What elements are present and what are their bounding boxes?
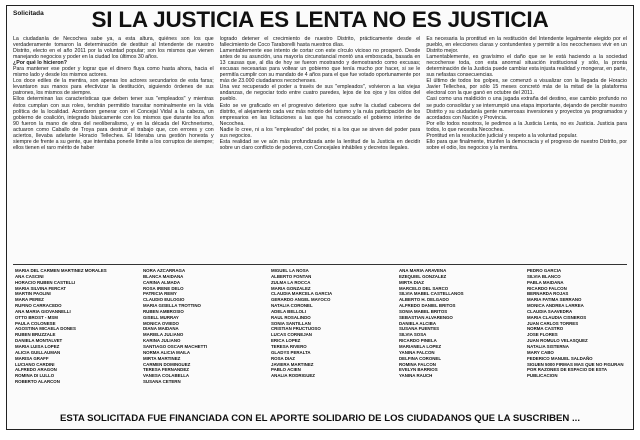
signatories-list: [15, 268, 625, 408]
article-column-1: [13, 36, 214, 254]
signatory-name: LUCAS CORNEJAN: [271, 332, 312, 338]
signatory-name: PABLO ACIEN: [271, 367, 301, 373]
signatory-column-5: [527, 268, 625, 408]
signatory-name: ALICIA GUILLAUMAN: [15, 349, 61, 355]
signatory-column-1: [15, 268, 113, 408]
article-paragraph: Ellos determinan las características que deben tener sus "empleados" y mientras éstos cumplan con sus roles, tendrán permitido transitar nominalmente en la vida política de la localidad. Acordaron generar con el Concejal Vidal a la cabeza, un gobierno de coalición, integrado básicamente con los mismos que durante los años 90 fueron la mano de obra del neoliberalismo, y en la década del Kirchnerismo, actuaron como Caballo de Troya para destruir el trabajo que, con errores y con aciertos, llevaba adelante Horacio Tellechea. Él lideraba una gestión honesta y siempre de frente a su gente, que intentaba ponerle límite a los corruptos de siempre; ellos tienen el raro mérito de haber: [13, 96, 214, 151]
signatory-name: NATALIA SISTERNA: [527, 343, 569, 349]
signatory-name: GLADYS PERALTA: [271, 349, 311, 355]
signatory-name: JOSE FLORES: [527, 332, 558, 338]
signatory-name: CLAUDIA MARCELA GARCIA: [271, 291, 333, 297]
signatory-name: MARIELA JULIANO: [143, 332, 184, 338]
signatory-name: ADELA BELLOLI: [271, 308, 306, 314]
signatory-name: MARIA SILVINA FERCAT: [15, 285, 66, 291]
article-paragraph: Ello para que finalmente, triunfen la democracia y el progreso de nuestro Distrito, por sobre el odio, los negocios y la mentira.: [426, 138, 628, 151]
signatory-name: SILVIA MABEL CASTELLANOS: [399, 291, 464, 297]
article-column-3: [426, 36, 627, 254]
signatory-name: ROBERTO ALARCON: [15, 379, 60, 385]
article-paragraph: logrado detener el crecimiento de nuestro Distrito, prácticamente desde el fallecimiento de Coco Taraborelli hasta nuestros días.: [219, 36, 421, 49]
signatory-name: SANTIAGO OSCAR MACHETTI: [143, 343, 208, 349]
signatory-name: CARINA ALMADA: [143, 279, 180, 285]
signatory-name: MARY CABO: [527, 349, 554, 355]
signatory-name: DELFINA CORONEL: [399, 355, 442, 361]
signatory-name: CARMEN DOMINGUEZ: [143, 361, 191, 367]
signatory-name: JUAN ROMULO VELASQUEZ: [527, 338, 588, 344]
signatory-name: NATALIA CORONEL: [271, 303, 313, 309]
article-paragraph: Lamentablemente, es gravísimo el daño que se le está haciendo a la sociedad necochense toda, con esta anormal situación institucional y sólo, la pronta determinación de la Justicia puede cambiar esta injusta realidad y mongerar, en parte, sus nefastas consecuencias.: [426, 54, 628, 79]
signatory-name: EZEQUIEL GONZALEZ: [399, 273, 447, 279]
signatory-name: SUSANA FUENTES: [399, 326, 440, 332]
signatory-name: AGOSTINA MICAELA DONES: [15, 326, 76, 332]
signatory-name: ANA MARIA GIOVANNELLI: [15, 308, 71, 314]
article-paragraph: Lamentablemente ese intento de cortar con este círculo vicioso no prosperó. Desde antes de su asunción, una mayoría circunstancial montó una emboscada, basada en 13 causas que, al día de hoy se fueron mostrando y demostrando como excusas; excusas necesarias para voltear un gobierno que tenía mucho por hacer, si se le permitía cumplir con su mandato de 4 años para el que fue votado oportunamente por más de 23.000 ciudadanos necochenses.: [219, 48, 421, 85]
signatory-name: ANALIA RODRIGUEZ: [271, 373, 315, 379]
signatory-name: HORACIO RUBEN CASTELLI: [15, 279, 76, 285]
signatory-name: DANIELA ALCIBA: [399, 320, 436, 326]
signatory-name: MONICA ANDREA LARREA: [527, 303, 584, 309]
signatory-name: CRISTIAN FRUCTUOSO: [271, 326, 321, 332]
signatory-name: ALFREDO DANIEL BRITOS: [399, 303, 456, 309]
signatory-name: [271, 379, 369, 385]
signatory-name: RUBEN BRUZZALE: [15, 332, 56, 338]
signatory-name: MIRTA MARTINEZ: [143, 355, 181, 361]
signatory-name: SILVIA BLANCO: [527, 273, 561, 279]
article-paragraph: Prontitud en la resolución judicial y respeto a la voluntad popular.: [426, 132, 578, 139]
signatory-name: NORMA ALICIA MAILA: [143, 349, 191, 355]
footer-note: ESTA SOLICITADA FUE FINANCIADA CON EL APORTE SOLIDARIO DE LOS CIUDADANOS QUE LA SUSCRIBEN ...: [59, 413, 581, 424]
signatory-name: NORA AZCARRAGA: [143, 268, 186, 273]
signatory-name: SILVIA SOSA: [399, 332, 427, 338]
article-paragraph: Esto se ve graficado en el progresivo deterioro que sufre la ciudad cabecera del distrito, el alejamiento cada vez más notorio del turismo y la nula participación de los empresarios en las licitaciones a las que ha convocado el gobierno interino de Necochea.: [219, 102, 421, 127]
signatory-name: JUAN CARLOS TORRES: [527, 320, 579, 326]
signatory-name: FEDERICO MANUEL SALDAÑO: [527, 355, 593, 361]
article-paragraph: Los doce ediles de la mentira, son apenas los actores secundarios de esta farsa; levantaron sus manos para efectivizar la destitución, siguiendo órdenes de sus patrones, los mismos de siempre.: [13, 78, 214, 97]
signatory-name: [527, 379, 625, 385]
signatory-name: ROMINA DI LULLO: [15, 373, 55, 379]
signatory-name: OTTO BROST - MSM: [15, 314, 58, 320]
signatory-name: MONICA OVIEDO: [143, 320, 179, 326]
signatory-name: SIGUEN 5000 FIRMAS MAS QUE NO FIGURAN: [527, 361, 624, 367]
signatory-name: ANA MARIA ARAVENA: [399, 268, 447, 273]
signatory-name: MARISA GRAFF: [15, 355, 49, 361]
signatory-name: MARIA FATIMA SERRANO: [527, 297, 582, 303]
signatory-name: LUCIANO CARDINI: [15, 361, 55, 367]
article-body: [13, 36, 627, 254]
signatory-name: SONIA SANTILLAN: [271, 320, 311, 326]
signatory-name: MARIA GONZALEZ: [271, 285, 311, 291]
signatory-name: ROMINA FALCON: [399, 361, 436, 367]
article-paragraph: El último de todos los golpes, se comenzó a visualizar con la llegada de Horacio Javier Tellechea, por sólo 15 meses concretó más de la mitad de la plataforma electoral con la que ganó en octubre del 2011.: [426, 78, 628, 97]
signatory-name: PATRICIA REMY: [143, 291, 177, 297]
signatory-name: SONIA MABEL BRITOS: [399, 308, 448, 314]
signatory-column-3: [271, 268, 369, 408]
signatory-name: MIRTA DIAZ: [399, 279, 424, 285]
signatory-name: MARA PEREZ: [15, 297, 44, 303]
signatory-name: MIGUEL LA NOSA: [271, 268, 309, 273]
signatory-column-2: [143, 268, 241, 408]
signatory-name: PUBLICACION: [527, 373, 558, 379]
signatory-name: MARIA CLAUDIA CISNEROS: [527, 314, 587, 320]
signatory-name: PAULA COLONESE: [15, 320, 56, 326]
signatory-name: MARTIN PAOLINI: [15, 291, 51, 297]
signatory-name: ROSA DIAZ: [271, 355, 295, 361]
article-paragraph: Para mantener ese poder y lograr que el dinero fluya como hasta ahora, hacia el mismo lado y desde los mismos actores.: [13, 66, 214, 79]
signatory-name: ANA CASCINI: [15, 273, 44, 279]
signatory-name: BLANCA MAIDANA: [143, 273, 184, 279]
signatory-name: JAVIERA MARTINEZ: [271, 361, 314, 367]
signatory-name: SEBASTIAN ALVARENGO: [399, 314, 453, 320]
signatory-name: MARIA LUISA LOPEZ: [15, 343, 60, 349]
signatory-name: ALBERTO FONTAN: [271, 273, 312, 279]
signatory-column-4: [399, 268, 497, 408]
signatory-name: PEDRO GARCIA: [527, 268, 562, 273]
signatory-name: TERESA RIVERO: [271, 343, 307, 349]
signatory-name: POR RAZONES DE ESPACIO DE ESTA: [527, 367, 608, 373]
signatory-name: YANINA FALCON: [399, 349, 435, 355]
signatory-name: SUSANA CETERN: [143, 379, 181, 385]
signatory-name: GERARDO ANGEL MAYOCO: [271, 297, 331, 303]
signatory-name: EVELYN BARRIOS: [399, 367, 438, 373]
signatory-name: RUFINO CARRACEDO: [15, 303, 62, 309]
divider: [13, 264, 627, 265]
signatory-name: MARIANELA LOPEZ: [399, 343, 442, 349]
signatory-name: CLAUDIO EULOGIO: [143, 297, 185, 303]
signatory-name: VANESA COLABELLA: [143, 373, 190, 379]
section-tag: Solicitada: [13, 10, 44, 17]
signatory-name: ERICA LOPEZ: [271, 338, 301, 344]
article-paragraph: Por ello todos nosotros, le pedimos a la Justicia Lenta, no es Justicia. Justicia para todos, lo que necesita Necochea.: [426, 120, 628, 133]
signatory-name: RAUL ROSALINDO: [271, 314, 311, 320]
signatory-name: TERESA FERNANDEZ: [143, 367, 189, 373]
signatory-name: ZULMA LA ROCCA: [271, 279, 311, 285]
signatory-name: BERNARDA ROJAS: [527, 291, 569, 297]
signatory-name: [399, 379, 497, 385]
signatory-name: KARINA JULIANO: [143, 338, 181, 344]
signatory-name: MARCELO DEL SARCO: [399, 285, 449, 291]
signatory-name: RUBEN AMBROSIO: [143, 308, 184, 314]
signatory-name: DANIELA MONTALVET: [15, 338, 63, 344]
signatory-name: DIANA MAIDANA: [143, 326, 179, 332]
signatory-name: ROSA IRENE DELO: [143, 285, 184, 291]
article-paragraph: La ciudadanía de Necochea sabe ya, a esta altura, quiénes son los que verdaderamente tomaron la determinación de destituir al Intendente de nuestro Distrito, electo en el año 2011 por la voluntad popular; son los mismos que vienen manejando negocios y poder en la ciudad los últimos 30 años.: [13, 36, 214, 61]
article-paragraph: ¿Por qué lo hicieron?: [13, 60, 67, 67]
signatory-name: CLAUDIA SAAVEDRA: [527, 308, 573, 314]
signatory-name: ALBERTO H. DELGADO: [399, 297, 449, 303]
article-paragraph: Una vez recuperado el poder a través de sus "empleados", volvieron a las viejas andanzas, de negociar todo entre cuatro paredes, lejos de los ojos y los oídos del pueblo.: [219, 84, 421, 103]
signatory-name: RICARDO FALCON: [527, 285, 567, 291]
signatory-name: RICARDO PINELA: [399, 338, 437, 344]
article-paragraph: Esta realidad se ve aún más profundizada ante la lentitud de la Justicia en decidir sobre un claro conflicto de poderes, con Concejales inhábiles y decretos ilegales.: [219, 138, 421, 151]
headline: SI LA JUSTICIA ES LENTA NO ES JUSTICIA: [91, 7, 549, 32]
article-paragraph: Nadie lo cree, ni a los "empleados" del poder, ni a los que se sirven del poder para sus negocios.: [219, 126, 421, 139]
signatory-name: YANINA RAUCH: [399, 373, 433, 379]
article-paragraph: Es necesaria la prontitud en la restitución del Intendente legalmente elegido por el pueblo, en elecciones claras y contundentes y permitir a los necochenses vivir en un Distrito mejor.: [426, 36, 628, 55]
signatory-name: ALFREDO ARAGON: [15, 367, 57, 373]
newspaper-page: [6, 5, 634, 430]
article-column-2: [220, 36, 421, 254]
signatory-name: PABLA MAIDANA: [527, 279, 564, 285]
article-paragraph: Casi como una maldición o una jugada extraña del destino, ese cambio profundo no se pudo consolidar y se interrumpió una etapa importante, dejando de percibir nuestro Distrito y su ciudadanía gente numerosas inversiones y proyectos ya programados y acordados con Nación y Provincia.: [426, 96, 628, 121]
signatory-name: MARIA DEL CARMEN MARTINEZ MORALES: [15, 268, 107, 273]
signatory-name: MARIA GISELLA TROTTINO: [143, 303, 201, 309]
signatory-name: NORMA CASTRO: [527, 326, 564, 332]
signatory-name: GISELL MURRAY: [143, 314, 179, 320]
